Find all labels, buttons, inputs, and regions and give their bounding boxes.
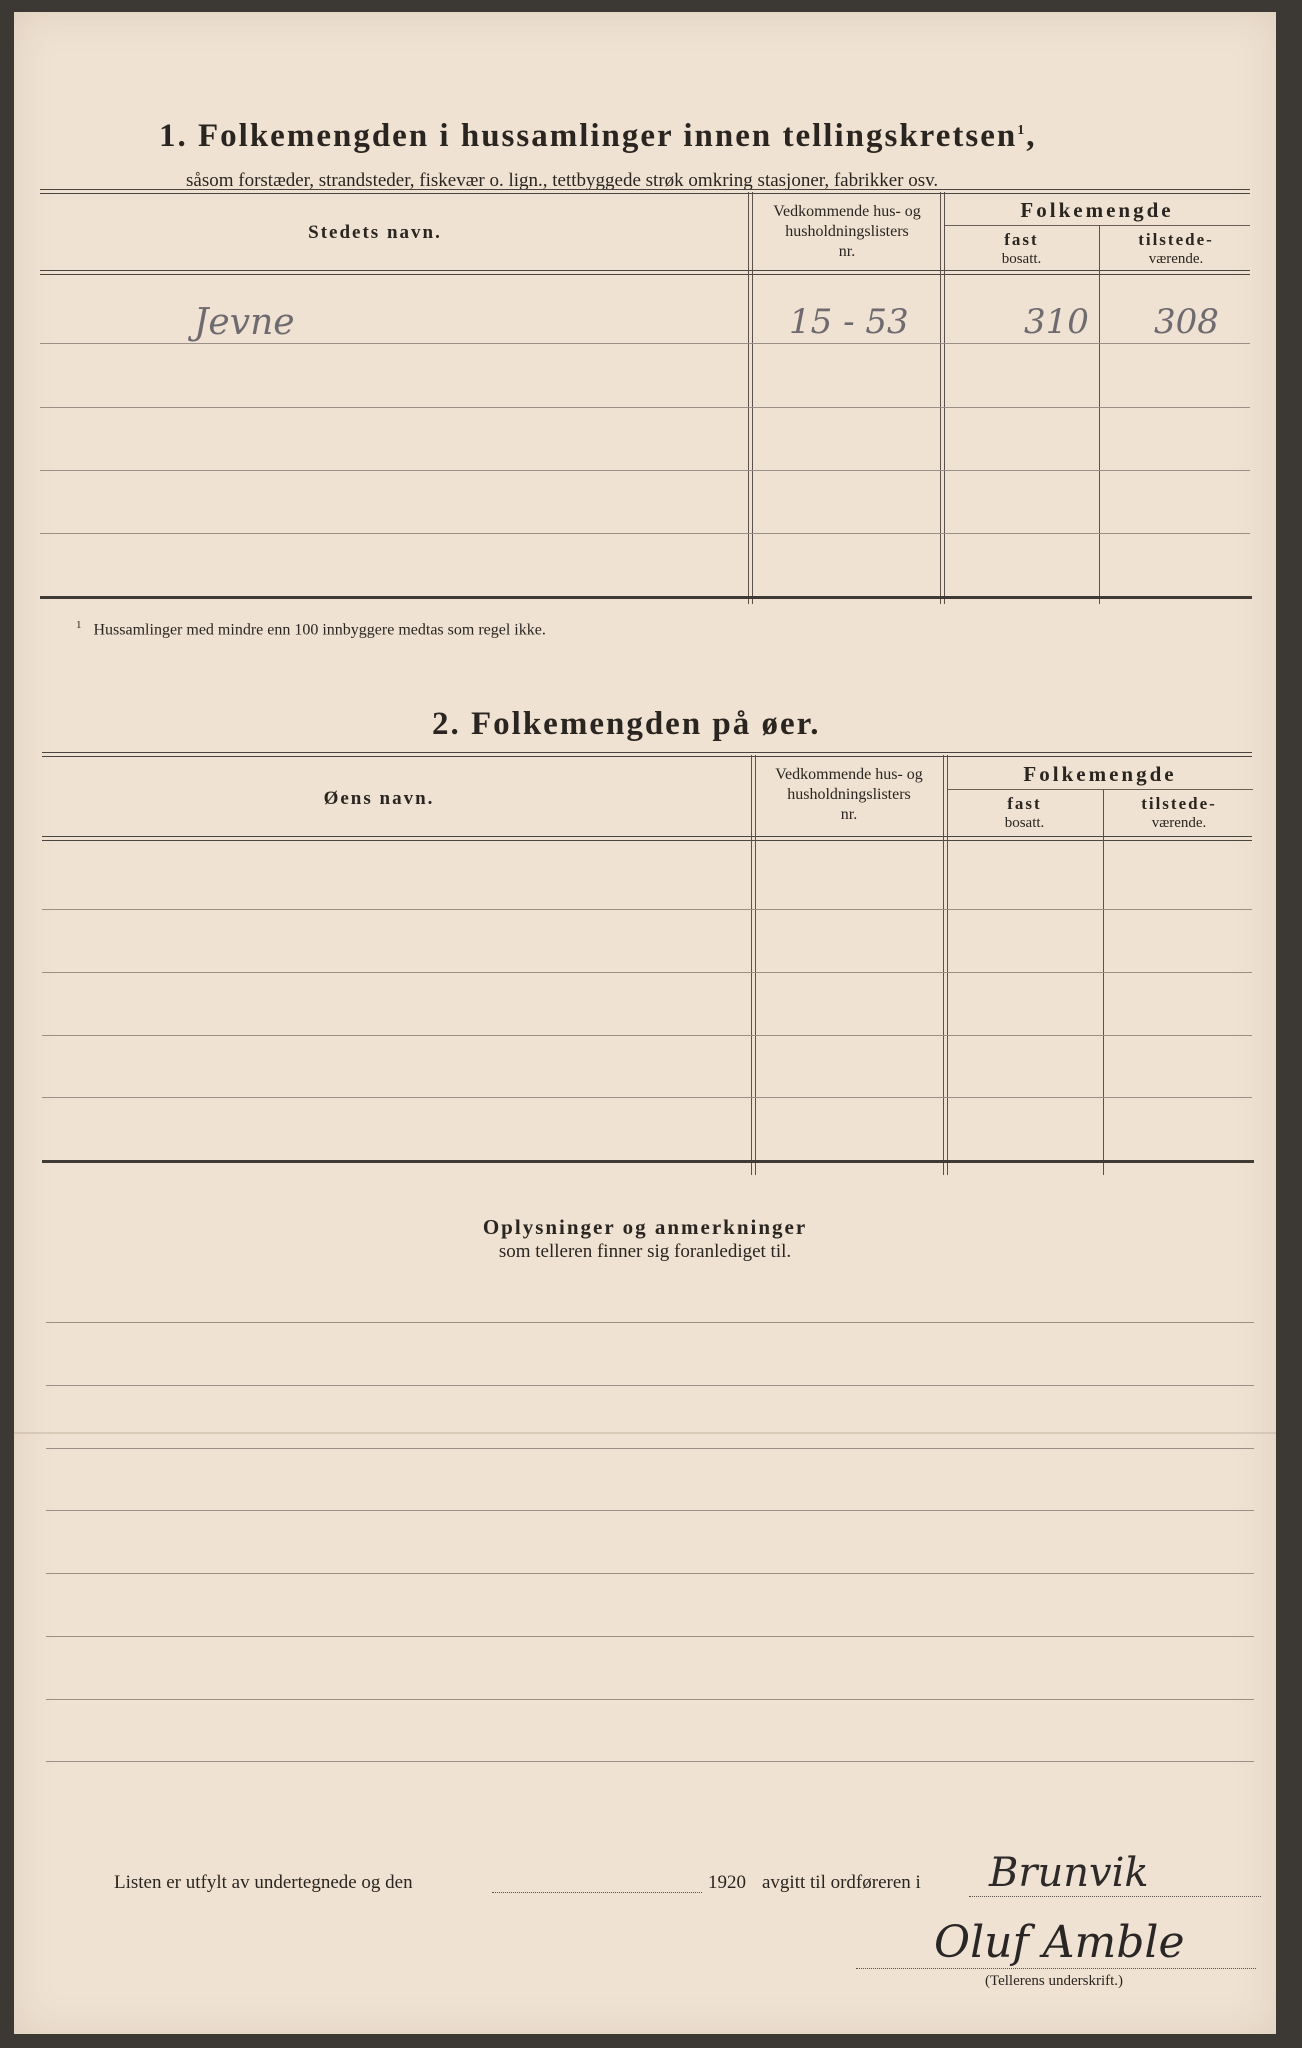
table1-sub-rule: [944, 225, 1250, 226]
signature-blank: [856, 1968, 1256, 1969]
signature-year: 1920: [708, 1872, 746, 1893]
table2-row-line: [42, 972, 1252, 973]
signature-line-prefix: Listen er utfylt av undertegnede og den: [114, 1872, 413, 1893]
remarks-line: [46, 1385, 1254, 1386]
table1-row-line: [40, 533, 1250, 534]
section1-subtitle: såsom forstæder, strandsteder, fiskevær o. lign., tettbyggede strøk omkring stasjoner, fabrikker osv.: [186, 170, 939, 191]
table1-row-line: [40, 470, 1250, 471]
remarks-line: [46, 1322, 1254, 1323]
table2-row-line: [42, 1035, 1252, 1036]
remarks-line: [46, 1448, 1254, 1449]
table1-vline-2: [940, 192, 945, 604]
date-blank: [492, 1892, 702, 1893]
remarks-line: [46, 1761, 1254, 1762]
table2-header-rule: [42, 836, 1252, 841]
table2-row-line: [42, 1097, 1252, 1098]
table1-row-line: [40, 407, 1250, 408]
table2-row-line: [42, 909, 1252, 910]
remarks-line: [46, 1573, 1254, 1574]
table1-col-tilstede: tilstede- værende.: [1138, 230, 1214, 267]
table1-col-folkemengde: Folkemengde: [1020, 198, 1174, 222]
row1-place-name: Jevne: [194, 302, 295, 343]
table1-vline-1: [748, 192, 753, 604]
footnote-marker: 1: [1017, 123, 1027, 138]
page-fold: [14, 1432, 1276, 1434]
table2-top-rule: [42, 752, 1252, 757]
table1-vline-3: [1099, 225, 1100, 604]
table2-bottom-rule: [42, 1160, 1254, 1163]
municipality-blank: [969, 1896, 1261, 1897]
table1-top-rule: [40, 189, 1250, 194]
section1-title: 1. Folkemengden i hussamlinger innen tellingskretsen$^1$,: [159, 118, 1037, 154]
remarks-line: [46, 1636, 1254, 1637]
table2-col-tilstede: tilstede- værende.: [1141, 794, 1217, 831]
table2-sub-rule: [947, 789, 1253, 790]
table2-col-name: Øens navn.: [323, 788, 435, 809]
municipality-handwritten: Brunvik: [989, 1850, 1149, 1896]
table2-vline-3: [1103, 789, 1104, 1175]
remarks-line: [46, 1699, 1254, 1700]
row1-tilstedevaerende: 308: [1154, 302, 1219, 342]
remarks-title: Oplysninger og anmerkninger: [482, 1215, 808, 1239]
signature-caption: (Tellerens underskrift.): [984, 1973, 1124, 1989]
table1-col-name: Stedets navn.: [308, 222, 442, 243]
table1-bottom-rule: [40, 596, 1252, 599]
table2-vline-2: [943, 755, 948, 1175]
section2-title: 2. Folkemengden på øer.: [432, 706, 821, 742]
row1-list-numbers: 15 - 53: [789, 302, 909, 342]
signature-line-mid: avgitt til ordføreren i: [762, 1872, 921, 1893]
table1-col-fast: fast bosatt.: [1001, 230, 1042, 267]
table2-col-folkemengde: Folkemengde: [1023, 762, 1177, 786]
section1-footnote: $^1$ Hussamlinger med mindre enn 100 innbyggere medtas som regel ikke.: [76, 619, 546, 639]
row1-fast-bosatt: 310: [1024, 302, 1089, 342]
table1-header-rule: [40, 270, 1250, 275]
table2-vline-1: [751, 755, 756, 1175]
table2-col-list: Vedkommende hus- og husholdningslisters nr.: [775, 766, 923, 823]
remarks-subtitle: som telleren finner sig foranlediget til.: [498, 1241, 792, 1262]
table1-col-list: Vedkommende hus- og husholdningslisters nr.: [773, 203, 921, 260]
teller-signature: Oluf Amble: [934, 1917, 1185, 1968]
table1-row-line: [40, 343, 1250, 344]
table2-col-fast: fast bosatt.: [1004, 794, 1045, 831]
census-form-page: [14, 12, 1276, 2034]
remarks-line: [46, 1510, 1254, 1511]
